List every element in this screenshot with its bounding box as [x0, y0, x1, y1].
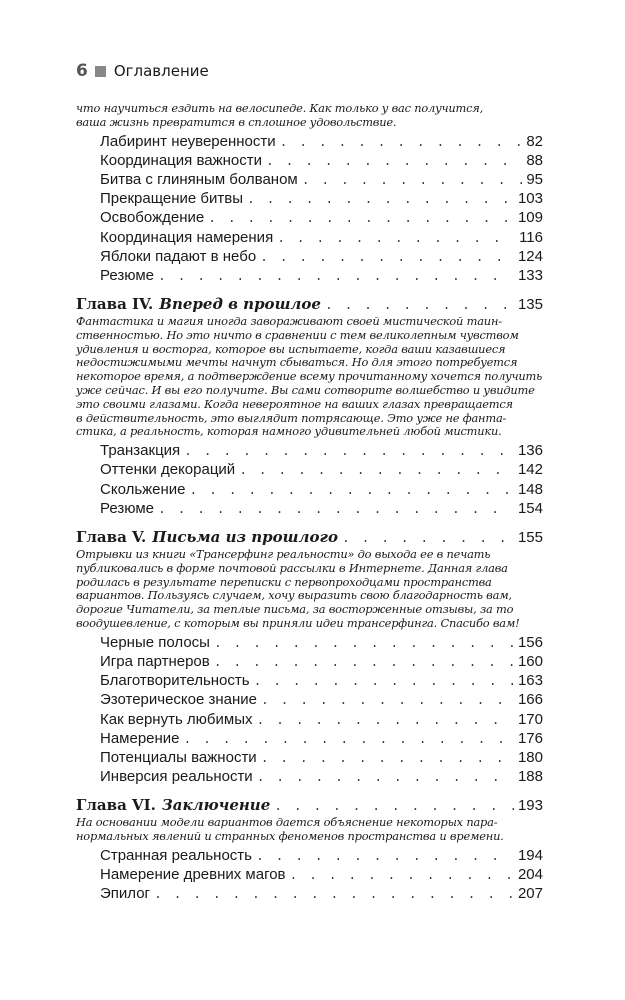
entry-page: 176	[517, 729, 543, 747]
dot-leader	[274, 797, 514, 817]
entry-page: 204	[517, 866, 543, 884]
toc-entry[interactable]	[76, 266, 543, 285]
entry-title: Лабиринт неуверенности	[100, 132, 276, 150]
chapter-page: 155	[517, 529, 543, 547]
toc-entry[interactable]	[76, 151, 543, 170]
chapter-label: Глава V.	[76, 528, 147, 547]
description-line: ственностью. Но это ничто в сравнении с тем великолепным чувством	[76, 327, 519, 342]
entry-page: 160	[517, 652, 543, 670]
chapter-description	[76, 816, 543, 844]
toc-entry[interactable]	[76, 499, 543, 518]
dot-leader	[190, 481, 514, 500]
entry-title: Битва с глиняным болваном	[100, 170, 298, 188]
toc-entry[interactable]	[76, 208, 543, 227]
dot-leader	[280, 133, 523, 152]
entry-page: 136	[517, 442, 543, 460]
description-line: в действительность, это выглядит потрясающе. Это уже не фанта-	[76, 410, 507, 425]
dot-leader	[154, 885, 514, 904]
chapter-heading-4[interactable]	[76, 294, 543, 314]
entry-title: Яблоки падают в небо	[100, 247, 257, 265]
toc-entry[interactable]	[76, 671, 543, 690]
entry-page: 163	[517, 672, 543, 690]
dot-leader	[261, 749, 514, 768]
description-line: На основании модели вариантов дается объяснение некоторых пара-	[76, 815, 498, 830]
entry-title: Транзакция	[100, 442, 181, 460]
entry-page: 116	[519, 228, 543, 246]
description-line: публиковались в форме почтовой рассылки в Интернете. Данная глава	[76, 560, 508, 575]
description-line: нормальных явлений и странных феноменов пространства и времени.	[76, 829, 504, 844]
dot-leader	[325, 296, 514, 316]
description-line: что научиться ездить на велосипеде. Как только у вас получится,	[76, 101, 484, 115]
entry-title: Прекращение битвы	[100, 190, 243, 208]
entry-title: Освобождение	[100, 209, 205, 227]
dot-leader	[214, 634, 514, 653]
entry-title: Игра партнеров	[100, 652, 210, 670]
dot-leader	[257, 711, 514, 730]
entry-page: 103	[517, 190, 543, 208]
intro-description	[76, 102, 543, 130]
dot-leader	[184, 442, 514, 461]
description-line: недостижимыми мечты начнут сбываться. Но для этого потребуется	[76, 355, 518, 370]
description-line: уже сейчас. И вы его получите. Вы сами сотворите волшебство и увидите	[76, 383, 535, 398]
dot-leader	[290, 866, 514, 885]
dot-leader	[257, 768, 514, 787]
entry-title: Резюме	[100, 266, 154, 284]
description-line: дорогие Читатели, за теплые письма, за восторженные отзывы, за то	[76, 602, 514, 617]
chapter-label: Глава VI.	[76, 796, 156, 815]
dot-leader	[214, 653, 514, 672]
dot-leader	[342, 529, 514, 549]
entry-title: Странная реальность	[100, 846, 252, 864]
description-line: Отрывки из книги «Трансерфинг реальности» до выхода ее в печать	[76, 547, 491, 562]
toc-entry[interactable]	[76, 884, 543, 903]
entry-page: 180	[517, 748, 543, 766]
description-line: некоторое время, а подтверждение всему прочитанному хочется получить	[76, 369, 543, 384]
description-line: воодушевление, с которым вы приняли идеи трансерфинга. Спасибо вам!	[76, 616, 520, 630]
entry-page: 170	[517, 710, 543, 728]
entry-page: 95	[526, 170, 543, 188]
entry-page: 124	[517, 247, 543, 265]
dot-leader	[277, 229, 515, 248]
chapter-label: Глава IV.	[76, 295, 154, 314]
toc-entry[interactable]	[76, 170, 543, 189]
chapter-page: 193	[517, 797, 543, 815]
dot-leader	[208, 209, 514, 228]
page-number: 6	[76, 61, 88, 81]
chapter-heading-5[interactable]	[76, 527, 543, 547]
toc-entry[interactable]	[76, 748, 543, 767]
entry-page: 154	[517, 499, 543, 517]
dot-leader	[184, 730, 514, 749]
description-line: стика, а реальность, которая намного удивительней любой мистики.	[76, 424, 502, 439]
table-of-contents	[76, 102, 543, 903]
dot-leader	[254, 672, 514, 691]
chapter-title: Вперед в прошлое	[159, 295, 321, 314]
chapter-title: Заключение	[161, 796, 271, 815]
toc-entry[interactable]	[76, 247, 543, 266]
dot-leader	[302, 171, 523, 190]
description-line: Фантастика и магия иногда завораживают своей мистической таин-	[76, 314, 502, 329]
toc-entry[interactable]	[76, 460, 543, 479]
entry-title: Намерение	[100, 729, 180, 747]
dot-leader	[261, 691, 514, 710]
entry-page: 82	[526, 132, 543, 150]
toc-entry[interactable]	[76, 767, 543, 786]
chapter-title: Письма из прошлого	[152, 528, 338, 547]
dot-leader	[239, 461, 514, 480]
toc-entry[interactable]	[76, 132, 543, 151]
entry-page: 133	[517, 266, 543, 284]
entry-title: Эпилог	[100, 885, 151, 903]
description-line: родилась в результате переписки с первопроходцами пространства	[76, 574, 492, 589]
chapter-heading-6[interactable]	[76, 795, 543, 815]
dot-leader	[158, 500, 514, 519]
entry-page: 109	[517, 209, 543, 227]
description-line: это своими глазами. Когда невероятное на ваших глазах превращается	[76, 396, 513, 411]
running-header	[76, 60, 209, 82]
toc-entry[interactable]	[76, 633, 543, 652]
entry-title: Черные полосы	[100, 633, 210, 651]
entry-page: 142	[517, 461, 543, 479]
toc-entry[interactable]	[76, 846, 543, 865]
entry-title: Координация важности	[100, 151, 262, 169]
description-line: ваша жизнь превратится в сплошное удовольствие.	[76, 114, 397, 129]
description-line: удивления и восторга, которое вы испытаете, когда ваши казавшиеся	[76, 341, 506, 356]
toc-entry[interactable]	[76, 690, 543, 709]
chapter-description	[76, 315, 543, 439]
dot-leader	[247, 190, 514, 209]
square-bullet-icon	[95, 66, 106, 77]
entry-title: Координация намерения	[100, 228, 274, 246]
toc-entry[interactable]	[76, 189, 543, 208]
toc-entry[interactable]	[76, 710, 543, 729]
entry-page: 88	[526, 151, 543, 169]
entry-page: 194	[517, 846, 543, 864]
chapter-page: 135	[517, 296, 543, 314]
entry-page: 166	[517, 691, 543, 709]
header-title: Оглавление	[113, 62, 209, 80]
entry-title: Потенциалы важности	[100, 748, 257, 766]
dot-leader	[158, 267, 514, 286]
entry-title: Как вернуть любимых	[100, 710, 253, 728]
description-line: вариантов. Пользуясь случаем, хочу выразить свою благодарность вам,	[76, 588, 512, 603]
dot-leader	[266, 152, 522, 171]
dot-leader	[256, 847, 514, 866]
toc-entry[interactable]	[76, 865, 543, 884]
entry-title: Благотворительность	[100, 672, 250, 690]
entry-title: Резюме	[100, 499, 154, 517]
entry-title: Инверсия реальности	[100, 768, 253, 786]
toc-entry[interactable]	[76, 480, 543, 499]
entry-title: Скольжение	[100, 480, 186, 498]
toc-entry[interactable]	[76, 441, 543, 460]
dot-leader	[260, 248, 514, 267]
entry-page: 148	[517, 480, 543, 498]
toc-entry[interactable]	[76, 652, 543, 671]
entry-page: 188	[517, 768, 543, 786]
entry-page: 156	[517, 633, 543, 651]
entry-title: Оттенки декораций	[100, 461, 236, 479]
entry-title: Эзотерическое знание	[100, 691, 258, 709]
entry-page: 207	[517, 885, 543, 903]
toc-entry[interactable]	[76, 729, 543, 748]
toc-entry[interactable]	[76, 228, 543, 247]
entry-title: Намерение древних магов	[100, 866, 286, 884]
chapter-description	[76, 548, 543, 631]
